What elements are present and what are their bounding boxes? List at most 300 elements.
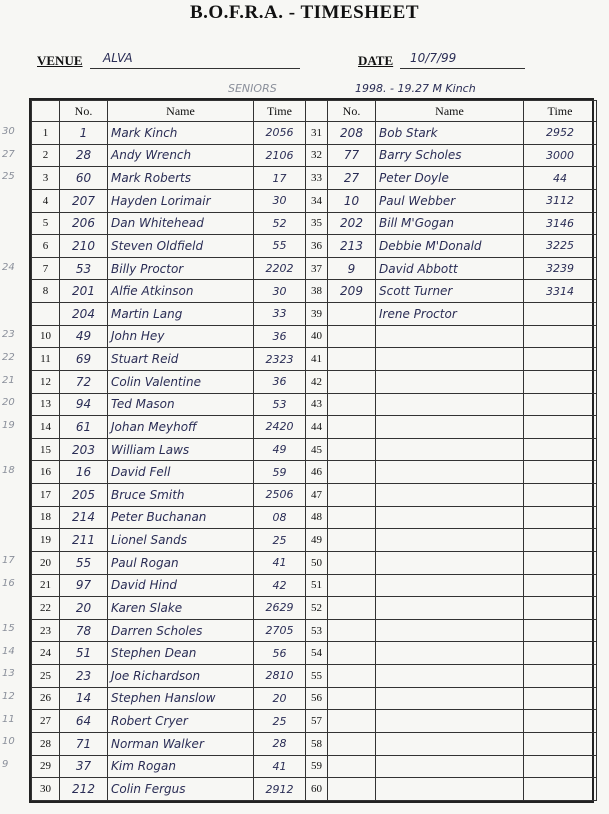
no-header: No. [60, 101, 108, 122]
runner-number-cell [328, 574, 376, 597]
finish-time-cell: 2323 [254, 348, 306, 371]
runner-number-cell: 16 [60, 461, 108, 484]
runner-name-cell: Robert Cryer [108, 710, 254, 733]
runner-name-cell: Karen Slake [108, 597, 254, 620]
venue-value: ALVA [103, 51, 133, 65]
finish-time-cell [524, 642, 597, 665]
runner-number-cell: 71 [60, 732, 108, 755]
runner-name-cell: Kim Rogan [108, 755, 254, 778]
position-cell: 38 [306, 280, 328, 303]
no-header: No. [328, 101, 376, 122]
finish-time-cell [524, 665, 597, 688]
finish-time-cell: 36 [254, 325, 306, 348]
finish-time-cell: 33 [254, 303, 306, 326]
table-row [32, 144, 597, 167]
runner-name-cell: John Hey [108, 325, 254, 348]
finish-time-cell: 49 [254, 438, 306, 461]
position-cell: 2 [32, 144, 60, 167]
runner-number-cell: 209 [328, 280, 376, 303]
position-cell: 45 [306, 438, 328, 461]
runner-number-cell: 55 [60, 551, 108, 574]
finish-time-cell [524, 529, 597, 552]
finish-time-cell [524, 416, 597, 439]
runner-name-cell: Martin Lang [108, 303, 254, 326]
margin-note: 30 [2, 126, 15, 137]
runner-number-cell: 69 [60, 348, 108, 371]
table-row [32, 619, 597, 642]
table-header-row [32, 101, 597, 122]
finish-time-cell [524, 393, 597, 416]
pos-header [32, 101, 60, 122]
runner-number-cell: 72 [60, 370, 108, 393]
runner-name-cell: Alfie Atkinson [108, 280, 254, 303]
position-cell: 31 [306, 122, 328, 145]
position-cell: 42 [306, 370, 328, 393]
position-cell: 60 [306, 778, 328, 801]
runner-name-cell: Andy Wrench [108, 144, 254, 167]
margin-note: 14 [2, 645, 15, 657]
runner-name-cell [376, 574, 524, 597]
margin-note: 13 [2, 668, 15, 680]
runner-number-cell: 201 [60, 280, 108, 303]
runner-number-cell: 20 [60, 597, 108, 620]
finish-time-cell [524, 303, 597, 326]
position-cell: 24 [32, 642, 60, 665]
margin-note: 18 [2, 465, 15, 476]
runner-name-cell [376, 778, 524, 801]
runner-number-cell [328, 710, 376, 733]
time-header: Time [524, 101, 597, 122]
name-header: Name [376, 101, 524, 122]
runner-number-cell: 212 [60, 778, 108, 801]
runner-number-cell: 1 [60, 122, 108, 145]
runner-name-cell: Peter Buchanan [108, 506, 254, 529]
position-cell: 37 [306, 257, 328, 280]
runner-name-cell [376, 348, 524, 371]
table-row [32, 484, 597, 507]
position-cell: 28 [32, 732, 60, 755]
finish-time-cell: 08 [254, 506, 306, 529]
date-value: 10/7/99 [410, 51, 457, 65]
finish-time-cell: 52 [254, 212, 306, 235]
position-cell: 6 [32, 235, 60, 258]
finish-time-cell: 59 [254, 461, 306, 484]
position-cell: 44 [306, 416, 328, 439]
runner-name-cell: Mark Roberts [108, 167, 254, 190]
runner-name-cell [376, 687, 524, 710]
table-row [32, 122, 597, 145]
position-cell: 32 [306, 144, 328, 167]
runner-name-cell: Peter Doyle [376, 167, 524, 190]
runner-number-cell: 77 [328, 144, 376, 167]
position-cell: 36 [306, 235, 328, 258]
finish-time-cell: 3314 [524, 280, 597, 303]
margin-note: 16 [2, 578, 15, 589]
margin-note: 17 [2, 555, 15, 567]
timesheet-table [31, 100, 597, 801]
runner-name-cell: David Hind [108, 574, 254, 597]
position-cell: 43 [306, 393, 328, 416]
finish-time-cell: 2420 [254, 416, 306, 439]
table-row [32, 416, 597, 439]
table-row [32, 642, 597, 665]
margin-note: 10 [2, 736, 15, 748]
finish-time-cell: 2629 [254, 597, 306, 620]
position-cell: 12 [32, 370, 60, 393]
runner-name-cell: Stephen Hanslow [108, 687, 254, 710]
finish-time-cell [524, 597, 597, 620]
runner-name-cell [376, 416, 524, 439]
position-cell: 47 [306, 484, 328, 507]
table-row [32, 597, 597, 620]
sheet-title: B.O.F.R.A. - TIMESHEET [189, 2, 420, 23]
finish-time-cell: 41 [254, 551, 306, 574]
runner-number-cell: 64 [60, 710, 108, 733]
runner-number-cell: 23 [60, 665, 108, 688]
position-cell: 52 [306, 597, 328, 620]
position-cell: 14 [32, 416, 60, 439]
runner-number-cell [328, 687, 376, 710]
finish-time-cell [524, 619, 597, 642]
finish-time-cell: 28 [254, 732, 306, 755]
position-cell: 19 [32, 529, 60, 552]
table-row [32, 755, 597, 778]
runner-name-cell [376, 732, 524, 755]
position-cell: 51 [306, 574, 328, 597]
runner-name-cell: Stephen Dean [108, 642, 254, 665]
table-row [32, 303, 597, 326]
margin-note: 27 [2, 148, 15, 160]
table-row [32, 687, 597, 710]
runner-name-cell [376, 551, 524, 574]
runner-number-cell: 53 [60, 257, 108, 280]
runner-name-cell: Joe Richardson [108, 665, 254, 688]
finish-time-cell: 3225 [524, 235, 597, 258]
position-cell: 3 [32, 167, 60, 190]
finish-time-cell: 56 [254, 642, 306, 665]
runner-name-cell [376, 642, 524, 665]
runner-name-cell: Bruce Smith [108, 484, 254, 507]
position-cell: 40 [306, 325, 328, 348]
position-cell: 26 [32, 687, 60, 710]
runner-number-cell [328, 755, 376, 778]
table-row [32, 506, 597, 529]
runner-name-cell [376, 710, 524, 733]
finish-time-cell: 3000 [524, 144, 597, 167]
table-row [32, 710, 597, 733]
runner-name-cell: Darren Scholes [108, 619, 254, 642]
finish-time-cell: 2202 [254, 257, 306, 280]
runner-number-cell: 78 [60, 619, 108, 642]
runner-number-cell: 214 [60, 506, 108, 529]
runner-number-cell [328, 665, 376, 688]
position-cell: 8 [32, 280, 60, 303]
finish-time-cell: 42 [254, 574, 306, 597]
finish-time-cell: 2506 [254, 484, 306, 507]
finish-time-cell [524, 687, 597, 710]
margin-note: 19 [2, 419, 15, 431]
runner-number-cell [328, 325, 376, 348]
position-cell: 59 [306, 755, 328, 778]
position-cell: 27 [32, 710, 60, 733]
table-row [32, 167, 597, 190]
runner-name-cell: Lionel Sands [108, 529, 254, 552]
finish-time-cell: 2056 [254, 122, 306, 145]
pos-header [306, 101, 328, 122]
runner-number-cell [328, 370, 376, 393]
margin-note: 21 [2, 374, 15, 386]
runner-number-cell: 61 [60, 416, 108, 439]
runner-number-cell [328, 597, 376, 620]
runner-number-cell: 27 [328, 167, 376, 190]
runner-number-cell [328, 461, 376, 484]
runner-number-cell [328, 393, 376, 416]
time-header: Time [254, 101, 306, 122]
runner-name-cell: Paul Rogan [108, 551, 254, 574]
runner-number-cell [328, 732, 376, 755]
position-cell: 22 [32, 597, 60, 620]
finish-time-cell: 41 [254, 755, 306, 778]
runner-number-cell: 37 [60, 755, 108, 778]
position-cell: 29 [32, 755, 60, 778]
date-label: DATE [358, 53, 394, 68]
finish-time-cell: 53 [254, 393, 306, 416]
table-row [32, 348, 597, 371]
table-row [32, 370, 597, 393]
position-cell: 46 [306, 461, 328, 484]
runner-name-cell [376, 597, 524, 620]
finish-time-cell: 30 [254, 280, 306, 303]
runner-number-cell: 208 [328, 122, 376, 145]
runner-name-cell: Johan Meyhoff [108, 416, 254, 439]
runner-name-cell [376, 461, 524, 484]
runner-name-cell: Debbie M'Donald [376, 235, 524, 258]
finish-time-cell: 2912 [254, 778, 306, 801]
runner-name-cell [376, 438, 524, 461]
finish-time-cell [524, 755, 597, 778]
position-cell: 39 [306, 303, 328, 326]
finish-time-cell: 17 [254, 167, 306, 190]
runner-name-cell [376, 665, 524, 688]
runner-name-cell: Bill M'Gogan [376, 212, 524, 235]
position-cell: 35 [306, 212, 328, 235]
runner-number-cell: 211 [60, 529, 108, 552]
position-cell: 5 [32, 212, 60, 235]
runner-name-cell [376, 393, 524, 416]
table-row [32, 257, 597, 280]
runner-name-cell: Bob Stark [376, 122, 524, 145]
finish-time-cell [524, 370, 597, 393]
runner-number-cell [328, 529, 376, 552]
position-cell: 30 [32, 778, 60, 801]
runner-number-cell: 97 [60, 574, 108, 597]
runner-number-cell [328, 619, 376, 642]
runner-number-cell: 14 [60, 687, 108, 710]
margin-note: 23 [2, 329, 15, 341]
finish-time-cell [524, 551, 597, 574]
finish-time-cell: 44 [524, 167, 597, 190]
finish-time-cell: 2810 [254, 665, 306, 688]
table-row [32, 438, 597, 461]
finish-time-cell: 25 [254, 710, 306, 733]
runner-number-cell: 28 [60, 144, 108, 167]
runner-name-cell [376, 506, 524, 529]
table-row [32, 665, 597, 688]
runner-name-cell: Barry Scholes [376, 144, 524, 167]
runner-number-cell [328, 551, 376, 574]
runner-name-cell: Irene Proctor [376, 303, 524, 326]
runner-number-cell: 203 [60, 438, 108, 461]
runner-name-cell: Scott Turner [376, 280, 524, 303]
table-row [32, 189, 597, 212]
runner-name-cell: Steven Oldfield [108, 235, 254, 258]
finish-time-cell [524, 778, 597, 801]
position-cell: 7 [32, 257, 60, 280]
position-cell: 25 [32, 665, 60, 688]
runner-name-cell: Ted Mason [108, 393, 254, 416]
position-cell: 1 [32, 122, 60, 145]
position-cell: 41 [306, 348, 328, 371]
finish-time-cell: 3146 [524, 212, 597, 235]
venue-underline [90, 68, 300, 69]
finish-time-cell [524, 438, 597, 461]
margin-note: 9 [2, 758, 9, 770]
margin-note: 20 [2, 397, 15, 409]
position-cell: 58 [306, 732, 328, 755]
venue-label: VENUE [37, 53, 83, 68]
position-cell: 34 [306, 189, 328, 212]
finish-time-cell [524, 325, 597, 348]
record-note: 1998. - 19.27 M Kinch [355, 82, 476, 95]
finish-time-cell: 25 [254, 529, 306, 552]
finish-time-cell [524, 506, 597, 529]
runner-name-cell [376, 529, 524, 552]
finish-time-cell [524, 710, 597, 733]
position-cell: 54 [306, 642, 328, 665]
runner-number-cell [328, 303, 376, 326]
position-cell: 55 [306, 665, 328, 688]
finish-time-cell: 20 [254, 687, 306, 710]
runner-number-cell [328, 506, 376, 529]
runner-name-cell: Billy Proctor [108, 257, 254, 280]
position-cell: 10 [32, 325, 60, 348]
runner-number-cell: 10 [328, 189, 376, 212]
timesheet-table-frame [29, 98, 594, 803]
runner-number-cell: 94 [60, 393, 108, 416]
position-cell: 49 [306, 529, 328, 552]
runner-name-cell: Paul Webber [376, 189, 524, 212]
finish-time-cell [524, 574, 597, 597]
finish-time-cell: 36 [254, 370, 306, 393]
runner-name-cell: Colin Fergus [108, 778, 254, 801]
category-note: SENIORS [228, 82, 277, 95]
finish-time-cell: 3239 [524, 257, 597, 280]
runner-number-cell [328, 438, 376, 461]
table-row [32, 551, 597, 574]
runner-number-cell [328, 778, 376, 801]
date-underline [400, 68, 525, 69]
finish-time-cell [524, 348, 597, 371]
runner-name-cell: Mark Kinch [108, 122, 254, 145]
table-row [32, 280, 597, 303]
table-row [32, 212, 597, 235]
margin-note: 22 [2, 352, 15, 363]
table-row [32, 529, 597, 552]
table-row [32, 461, 597, 484]
runner-number-cell [328, 348, 376, 371]
position-cell: 57 [306, 710, 328, 733]
runner-number-cell: 204 [60, 303, 108, 326]
runner-number-cell: 202 [328, 212, 376, 235]
runner-name-cell: David Abbott [376, 257, 524, 280]
runner-name-cell: Dan Whitehead [108, 212, 254, 235]
runner-number-cell [328, 642, 376, 665]
position-cell: 20 [32, 551, 60, 574]
margin-note: 12 [2, 691, 15, 702]
margin-note: 15 [2, 623, 15, 635]
name-header: Name [108, 101, 254, 122]
position-cell: 18 [32, 506, 60, 529]
margin-note: 24 [2, 261, 15, 273]
position-cell: 13 [32, 393, 60, 416]
runner-name-cell [376, 325, 524, 348]
table-row [32, 574, 597, 597]
position-cell: 16 [32, 461, 60, 484]
finish-time-cell: 3112 [524, 189, 597, 212]
runner-name-cell: Hayden Lorimair [108, 189, 254, 212]
table-row [32, 325, 597, 348]
margin-note: 11 [2, 713, 15, 725]
position-cell [32, 303, 60, 326]
runner-name-cell: William Laws [108, 438, 254, 461]
table-row [32, 235, 597, 258]
finish-time-cell [524, 484, 597, 507]
finish-time-cell: 2952 [524, 122, 597, 145]
margin-note: 25 [2, 171, 15, 183]
position-cell: 11 [32, 348, 60, 371]
finish-time-cell: 2106 [254, 144, 306, 167]
runner-name-cell [376, 619, 524, 642]
runner-number-cell: 205 [60, 484, 108, 507]
table-row [32, 778, 597, 801]
runner-name-cell: David Fell [108, 461, 254, 484]
runner-number-cell: 210 [60, 235, 108, 258]
position-cell: 33 [306, 167, 328, 190]
position-cell: 15 [32, 438, 60, 461]
position-cell: 53 [306, 619, 328, 642]
position-cell: 50 [306, 551, 328, 574]
runner-name-cell [376, 755, 524, 778]
runner-number-cell: 213 [328, 235, 376, 258]
position-cell: 21 [32, 574, 60, 597]
position-cell: 48 [306, 506, 328, 529]
table-row [32, 393, 597, 416]
runner-name-cell [376, 370, 524, 393]
runner-name-cell: Colin Valentine [108, 370, 254, 393]
position-cell: 17 [32, 484, 60, 507]
runner-number-cell: 49 [60, 325, 108, 348]
finish-time-cell [524, 732, 597, 755]
finish-time-cell: 55 [254, 235, 306, 258]
runner-number-cell: 51 [60, 642, 108, 665]
runner-number-cell: 60 [60, 167, 108, 190]
runner-number-cell: 207 [60, 189, 108, 212]
runner-name-cell: Stuart Reid [108, 348, 254, 371]
runner-number-cell: 9 [328, 257, 376, 280]
finish-time-cell: 30 [254, 189, 306, 212]
runner-name-cell [376, 484, 524, 507]
finish-time-cell: 2705 [254, 619, 306, 642]
